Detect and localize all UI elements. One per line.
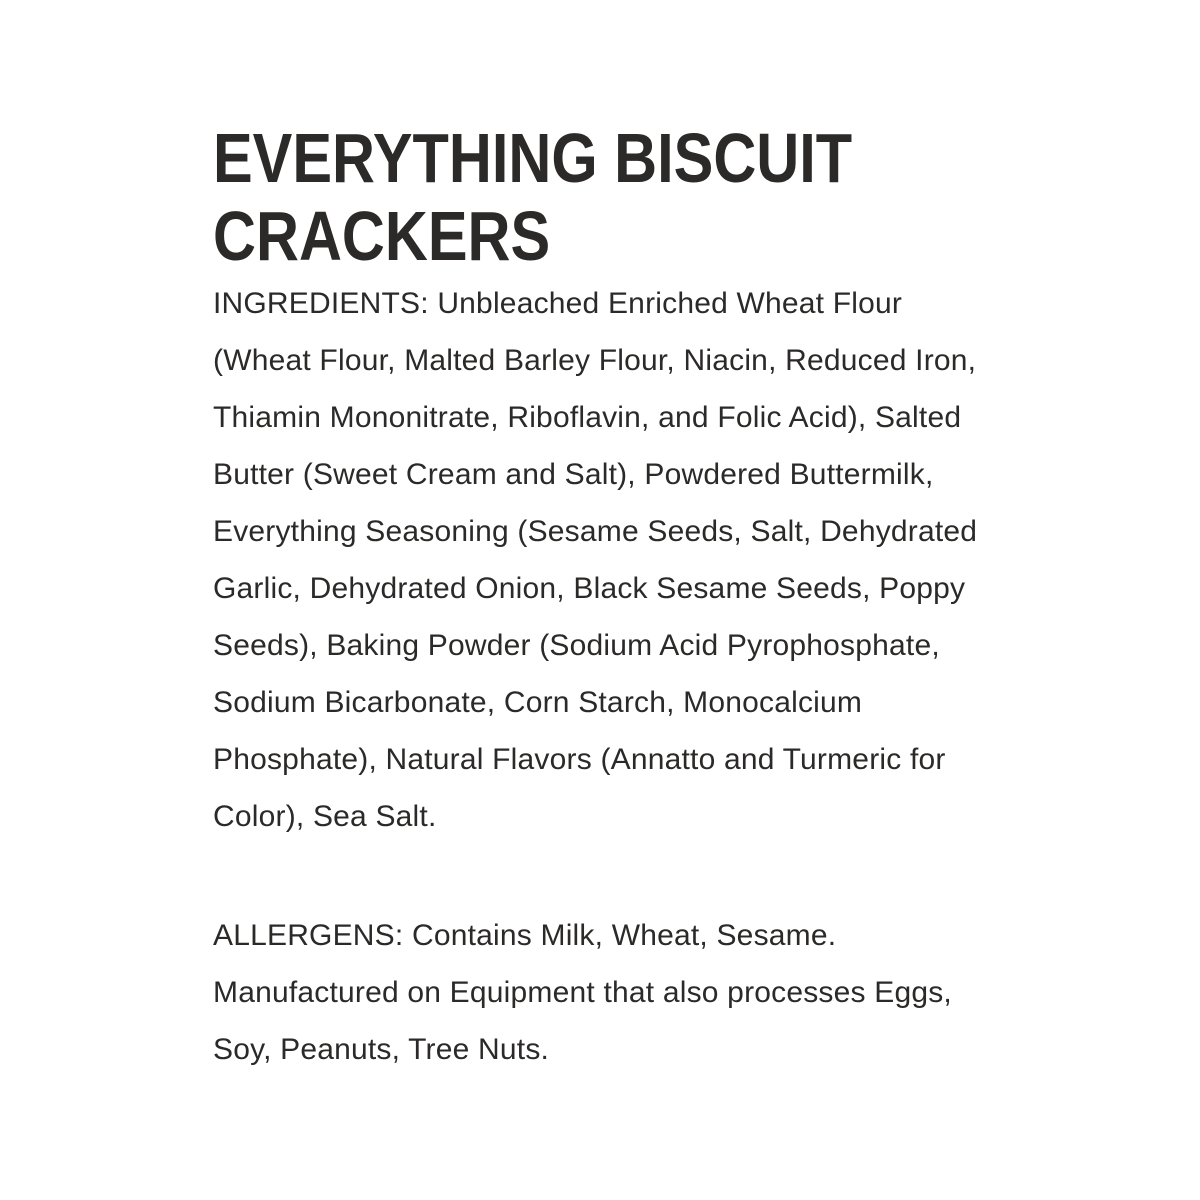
product-title: EVERYTHING BISCUIT CRACKERS: [213, 119, 853, 275]
ingredients-label: INGREDIENTS:: [213, 287, 429, 320]
label-content: [213, 119, 1003, 1078]
allergens-paragraph: [213, 907, 1003, 1078]
ingredients-paragraph: [213, 275, 1003, 845]
ingredients-text: Unbleached Enriched Wheat Flour (Wheat Flour, Malted Barley Flour, Niacin, Reduced Iron, Thiamin Mononitrate, Riboflavin, and Folic Acid), Salted Butter (Sweet Cream and Salt), Powdered Buttermilk, Everything Seasoning (Sesame Seeds, Salt, Dehydrated Garlic, Dehydrated Onion, Black Sesame Seeds, Poppy Seeds), Baking Powder (Sodium Acid Pyrophosphate, Sodium Bicarbonate, Corn Starch, Monocalcium Phosphate), Natural Flavors (Annatto and Turmeric for Color), Sea Salt.: [213, 287, 978, 833]
allergens-label: ALLERGENS:: [213, 919, 404, 952]
allergens-text: Contains Milk, Wheat, Sesame. Manufactured on Equipment that also processes Eggs, Soy, Peanuts, Tree Nuts.: [213, 919, 952, 1066]
